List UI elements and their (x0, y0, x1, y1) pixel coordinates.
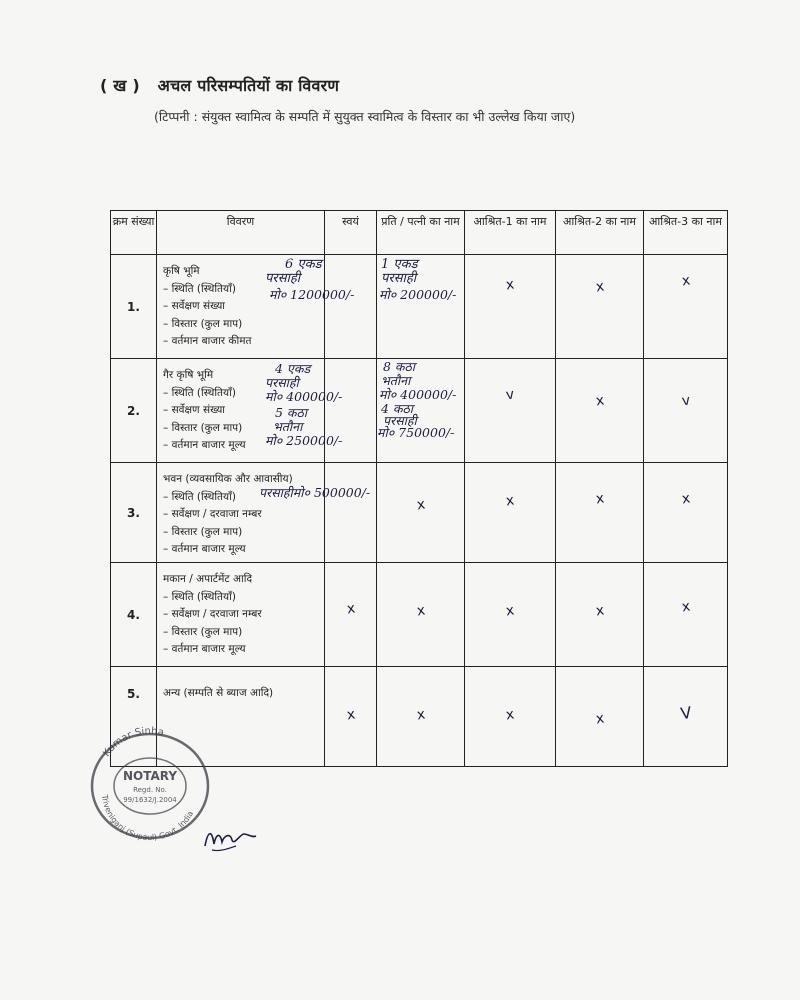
handwritten-entry: परसाही (265, 271, 301, 286)
handwritten-entry: मो० 1200000/- (269, 287, 355, 302)
cross-mark: V (678, 702, 693, 724)
spouse-cell (377, 563, 465, 667)
header-sno: क्रम संख्या (111, 211, 157, 255)
cross-mark: v (680, 392, 691, 410)
desc-line: – स्थिति (स्थितियाँ) (163, 590, 236, 603)
table-row (111, 563, 728, 667)
table-row (111, 359, 728, 463)
stamp-number: 99/1632/J.2004 (123, 796, 177, 804)
self-cell (325, 667, 377, 767)
table-row (111, 255, 728, 359)
self-cell (265, 255, 377, 359)
handwritten-entry: परसाहीमो० 500000/- (259, 485, 371, 500)
cross-mark: x (594, 392, 605, 410)
stamp-title: NOTARY (122, 769, 178, 783)
cross-mark: x (680, 490, 691, 508)
row-sno: 3. (111, 463, 157, 563)
section-title: अचल परिसम्पतियों का विवरण (157, 76, 340, 95)
desc-line: – सर्वेक्षण संख्या (163, 300, 226, 312)
spouse-cell (377, 667, 465, 767)
desc-line: – स्थिति (स्थितियाँ) (163, 386, 236, 399)
row-title: कृषि भूमि (163, 265, 200, 277)
handwritten-entry: परसाही (265, 375, 299, 390)
handwritten-entry: 6 एकड (285, 257, 322, 272)
cross-mark: x (504, 276, 516, 294)
desc-line: – वर्तमान बाजार मूल्य (163, 543, 246, 555)
row-title: अन्य (सम्पति से ब्याज आदि) (163, 687, 274, 699)
cross-mark: x (594, 490, 605, 508)
desc-line: – वर्तमान बाजार मूल्य (163, 643, 246, 655)
cross-mark: x (504, 492, 516, 510)
section-mark: ( ख ) (100, 76, 140, 95)
cross-mark: x (415, 496, 426, 514)
dependent-3-cell (644, 463, 728, 563)
header-dependent-3: आश्रित-3 का नाम (644, 211, 728, 255)
section-note: (टिप्पनी : संयुक्त स्वामित्व के सम्पति में सुयुक्त स्वामित्व के विस्तार का भी उल्लेख किया जाए) (154, 109, 576, 124)
cross-mark: x (345, 706, 356, 724)
handwritten-entry: मो० 250000/- (265, 433, 343, 448)
handwritten-entry: 4 एकड (275, 361, 311, 376)
cross-mark: x (594, 278, 605, 296)
row-title: मकान / अपार्टमेंट आदि (163, 573, 253, 585)
stamp-regd: Regd. No. (133, 786, 167, 794)
spouse-cell (377, 359, 465, 463)
table-header-row (111, 211, 728, 255)
cross-mark: x (680, 272, 691, 290)
dependent-2-cell (556, 255, 644, 359)
self-cell (259, 463, 377, 563)
dependent-2-cell (556, 463, 644, 563)
desc-line: – विस्तार (कुल माप) (163, 525, 243, 538)
desc-line: – वर्तमान बाजार मूल्य (163, 439, 246, 451)
row-sno: 1. (111, 255, 157, 359)
spouse-cell (377, 255, 465, 359)
handwritten-entry: भतौना (381, 373, 411, 388)
desc-line: – विस्तार (कुल माप) (163, 625, 243, 638)
dependent-2-cell (556, 359, 644, 463)
header-spouse: प्रति / पत्नी का नाम (377, 211, 465, 255)
handwritten-entry: परसाही (383, 413, 417, 428)
self-cell (265, 359, 377, 463)
header-desc: विवरण (157, 211, 325, 255)
immovable-assets-table (110, 210, 728, 767)
cross-mark: x (504, 706, 516, 724)
handwritten-entry: 1 एकड (381, 257, 418, 272)
dependent-1-cell (465, 359, 556, 463)
desc-line: – सर्वेक्षण / दरवाजा नम्बर (163, 608, 262, 620)
desc-line: – सर्वेक्षण संख्या (163, 404, 226, 416)
table-row (111, 463, 728, 563)
dependent-1-cell (465, 463, 556, 563)
handwritten-entry: परसाही (381, 271, 417, 286)
dependent-3-cell (644, 563, 728, 667)
desc-line: – विस्तार (कुल माप) (163, 421, 243, 434)
desc-line: – सर्वेक्षण / दरवाजा नम्बर (163, 508, 262, 520)
dependent-2-cell (556, 563, 644, 667)
dependent-3-cell (644, 667, 728, 767)
cross-mark: x (415, 602, 426, 620)
handwritten-entry: मो० 200000/- (379, 287, 457, 302)
handwritten-entry: मो० 400000/- (265, 389, 343, 404)
cross-mark: x (594, 710, 605, 728)
stamp-place: Triveniganj (Supaul) Govt. India (100, 794, 196, 842)
row-sno: 4. (111, 563, 157, 667)
dependent-3-cell (644, 359, 728, 463)
cross-mark: x (415, 706, 426, 724)
row-description (157, 463, 325, 563)
section-heading (100, 74, 339, 96)
dependent-3-cell (644, 255, 728, 359)
handwritten-entry: मो० 400000/- (379, 387, 457, 402)
header-self: स्वयं (325, 211, 377, 255)
row-description (157, 563, 325, 667)
dependent-2-cell (556, 667, 644, 767)
row-title: गैर कृषि भूमि (163, 369, 214, 381)
desc-line: – स्थिति (स्थितियाँ) (163, 490, 236, 503)
cross-mark: x (504, 602, 516, 620)
row-sno: 2. (111, 359, 157, 463)
desc-line: – विस्तार (कुल माप) (163, 317, 243, 330)
cross-mark: x (345, 600, 356, 618)
stamp-name: Kumar Sinha (101, 725, 165, 759)
header-dependent-2: आश्रित-2 का नाम (556, 211, 644, 255)
handwritten-entry: 8 कठा (383, 359, 416, 374)
notary-stamp (78, 722, 218, 842)
self-cell (325, 563, 377, 667)
dependent-1-cell (465, 255, 556, 359)
dependent-1-cell (465, 667, 556, 767)
svg-text:Kumar Sinha (101, 726, 165, 759)
desc-line: – स्थिति (स्थितियाँ) (163, 282, 236, 295)
header-dependent-1: आश्रित-1 का नाम (465, 211, 556, 255)
handwritten-entry: 5 कठा (275, 405, 308, 420)
spouse-cell (377, 463, 465, 563)
dependent-1-cell (465, 563, 556, 667)
cross-mark: x (594, 602, 605, 620)
desc-line: – वर्तमान बाजार कीमत (163, 335, 252, 347)
signature (200, 812, 260, 862)
row-sno: 5. (111, 667, 157, 767)
handwritten-entry: मो० 750000/- (377, 425, 455, 440)
handwritten-entry: 4 कठा (381, 401, 414, 416)
handwritten-entry: भतौना (273, 419, 303, 434)
cross-mark: v (504, 386, 516, 404)
row-title: भवन (व्यवसायिक और आवासीय) (163, 473, 293, 485)
cross-mark: x (680, 598, 691, 616)
